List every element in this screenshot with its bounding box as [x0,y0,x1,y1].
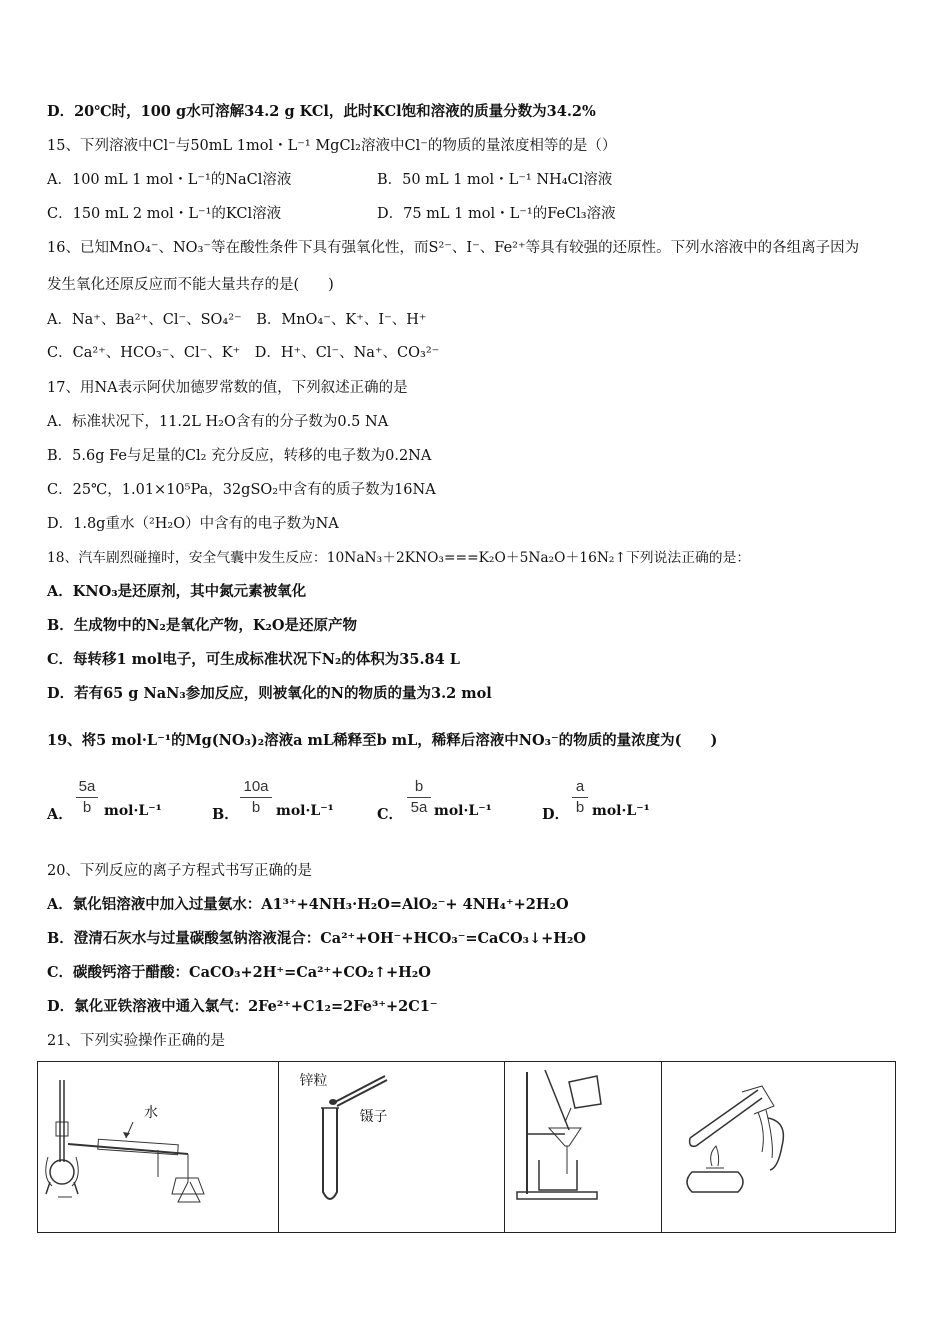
q15-option-b: B．50 mL 1 mol・L⁻¹ NH₄Cl溶液 [377,172,613,188]
q19-c-denominator: 5a [410,799,428,816]
q19-option-c-fraction [407,778,431,817]
figure-cell-heating [662,1062,895,1232]
q18-option-b: B．生成物中的N₂是氧化产物，K₂O是还原产物 [47,617,357,634]
q20-option-b: B．澄清石灰水与过量碳酸氢钠溶液混合：Ca²⁺+OH⁻+HCO₃⁻=CaCO₃↓+H₂O [47,930,586,947]
q16-stem-line2: 发生氧化还原反应而不能大量共存的是( ) [47,277,334,293]
q19-option-b-unit: mol·L⁻¹ [276,803,334,819]
distillation-apparatus-icon [38,1062,278,1232]
q19-option-c-label: C． [377,806,404,823]
q19-a-numerator: 5a [78,778,96,795]
q18-option-d: D．若有65 g NaN₃参加反应，则被氧化的N的物质的量为3.2 mol [47,685,492,702]
q19-option-d-label: D． [542,806,570,823]
q18-stem: 18、汽车剧烈碰撞时，安全气囊中发生反应：10NaN₃＋2KNO₃===K₂O＋5Na₂O＋16N₂↑下列说法正确的是： [47,550,751,566]
q19-a-denominator: b [82,799,92,816]
q18-option-a: A．KNO₃是还原剂，其中氮元素被氧化 [47,583,307,600]
q19-option-b-fraction [240,778,272,817]
heating-test-tube-icon [662,1062,894,1232]
q17-option-d: D．1.8g重水（²H₂O）中含有的电子数为NA [47,516,339,532]
q20-option-d: D．氯化亚铁溶液中通入氯气：2Fe²⁺+C1₂=2Fe³⁺+2C1⁻ [47,998,438,1015]
q16-options-ab: A．Na⁺、Ba²⁺、Cl⁻、SO₄²⁻ B．MnO₄⁻、K⁺、I⁻、H⁺ [47,312,427,328]
fraction-bar [76,797,98,798]
q19-stem: 19、将5 mol·L⁻¹的Mg(NO₃)₂溶液a mL稀释至b mL，稀释后溶液中NO₃⁻的物质的量浓度为( ) [47,732,718,749]
q19-b-numerator: 10a [243,778,269,795]
q17-option-b: B．5.6g Fe与足量的Cl₂ 充分反应，转移的电子数为0.2NA [47,448,432,464]
fraction-bar [240,797,272,798]
q20-option-a: A．氯化铝溶液中加入过量氨水：A1³⁺+4NH₃·H₂O=AlO₂⁻+ 4NH₄⁺+2H₂O [47,896,569,913]
q17-option-c: C．25℃，1.01×10⁵Pa，32gSO₂中含有的质子数为16NA [47,482,436,498]
figure-cell-filtration [505,1062,662,1232]
q17-option-a: A．标准状况下，11.2L H₂O含有的分子数为0.5 NA [47,414,389,430]
fraction-bar [407,797,431,798]
q19-d-numerator: a [575,778,585,795]
tweezers-label: 镊子 [359,1109,388,1125]
q19-option-a-label: A． [47,806,73,823]
figure-cell-test-tube [279,1062,504,1232]
q15-option-d: D．75 mL 1 mol・L⁻¹的FeCl₃溶液 [377,206,616,222]
q19-c-numerator: b [414,778,424,795]
q19-option-a-fraction [76,778,98,817]
q19-b-denominator: b [251,799,261,816]
q21-stem: 21、下列实验操作正确的是 [47,1033,225,1049]
q20-stem: 20、下列反应的离子方程式书写正确的是 [47,863,312,879]
q19-option-d-fraction [572,778,588,817]
q20-option-c: C．碳酸钙溶于醋酸：CaCO₃+2H⁺=Ca²⁺+CO₂↑+H₂O [47,964,431,981]
q19-d-denominator: b [575,799,585,816]
fraction-bar [572,797,588,798]
q17-stem: 17、用NA表示阿伏加德罗常数的值，下列叙述正确的是 [47,380,408,396]
q14-option-d: D．20℃时，100 g水可溶解34.2 g KCl，此时KCl饱和溶液的质量分数为34.2% [47,103,596,120]
filtration-apparatus-icon [505,1062,660,1232]
figure-cell-distillation [38,1062,279,1232]
q21-figure-table [37,1061,896,1233]
q15-option-a: A．100 mL 1 mol・L⁻¹的NaCl溶液 [47,172,292,188]
water-label: 水 [144,1105,158,1121]
q16-options-cd: C．Ca²⁺、HCO₃⁻、Cl⁻、K⁺ D．H⁺、Cl⁻、Na⁺、CO₃²⁻ [47,345,440,361]
q19-option-a-unit: mol·L⁻¹ [104,803,162,819]
q16-stem-line1: 16、已知MnO₄⁻、NO₃⁻等在酸性条件下具有强氧化性，而S²⁻、I⁻、Fe²⁺等具有较强的还原性。下列水溶液中的各组离子因为 [47,240,860,256]
q18-option-c: C．每转移1 mol电子，可生成标准状况下N₂的体积为35.84 L [47,651,460,668]
q15-option-c: C．150 mL 2 mol・L⁻¹的KCl溶液 [47,206,282,222]
q19-option-d-unit: mol·L⁻¹ [592,803,650,819]
q15-stem: 15、下列溶液中Cl⁻与50mL 1mol・L⁻¹ MgCl₂溶液中Cl⁻的物质的量浓度相等的是（） [47,138,617,154]
zinc-granule-label: 锌粒 [299,1073,328,1089]
q19-option-c-unit: mol·L⁻¹ [434,803,492,819]
q19-option-b-label: B． [212,806,239,823]
